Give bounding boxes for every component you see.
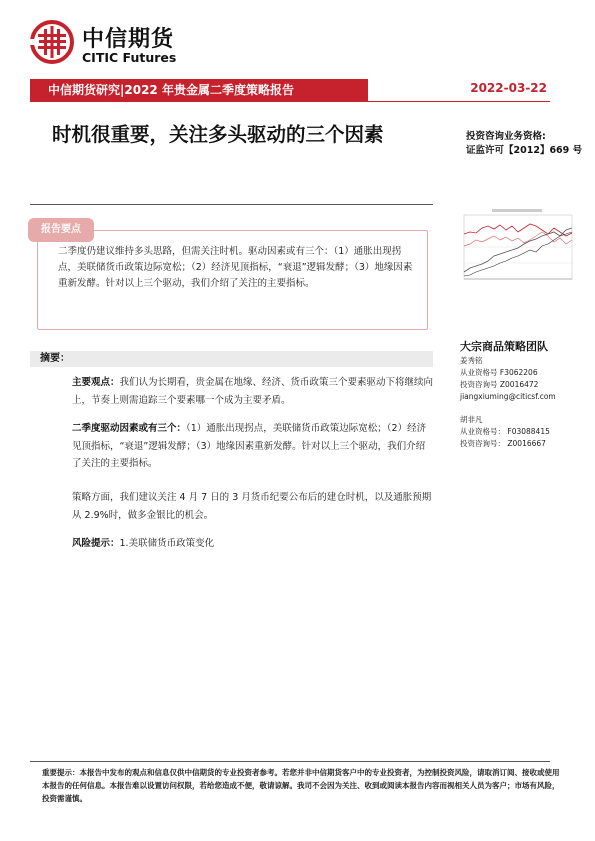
main-view-label: 主要观点：	[72, 377, 120, 388]
title-divider	[30, 204, 433, 205]
risk-text: 1.美联储货币政策变化	[119, 538, 215, 549]
strategy-paragraph: 策略方面，我们建议关注 4 月 7 日的 3 月货币纪要公布后的建仓时机，以及通胀预期从 2.9%时，做多金银比的机会。	[72, 492, 432, 521]
header-divider	[30, 101, 550, 102]
analyst-advisory-cert: 投资咨询号 Z0016472	[460, 380, 539, 389]
cover-chart-thumbnail	[452, 206, 576, 290]
report-date: 2022-03-22	[470, 81, 547, 95]
drivers-paragraph	[72, 420, 434, 473]
drivers-text: （1）通胀出现拐点，美联储货币政策边际宽松；（2）经济见顶指标，“衰退”逻辑发酵；（3）地缘因素重新发酵。针对以上三个驱动，我们介绍了关注的主要指标。	[72, 423, 427, 469]
report-title: 时机很重要，关注多头驱动的三个因素	[52, 123, 384, 146]
disclaimer-text: 重要提示：本报告中发布的观点和信息仅供中信期货的专业投资者参考。若您并非中信期货客户中的专业投资者，为控制投资风险，请取消订阅、接收或使用本报告的任何信息。本报告难以设置访问权限，若给您造成不便，敬请谅解。我司不会因为关注、收到或阅读本报告内容而视相关人员为客户；市场有风险，投资需谨慎。	[42, 768, 560, 803]
citic-futures-logo	[30, 20, 190, 70]
team-title: 大宗商品策略团队	[460, 340, 548, 353]
report-series-banner: 中信期货研究|2022 年贵金属二季度策略报告	[30, 79, 368, 101]
risk-label: 风险提示：	[72, 538, 120, 549]
main-view-text: 我们认为长期看，贵金属在地缘、经济、货币政策三个要素驱动下将继续向上，节奏上则需追踪三个要素哪一个成为主要矛盾。	[72, 377, 434, 406]
main-view-paragraph	[72, 374, 434, 409]
key-points-text: 二季度仍建议维持多头思路，但需关注时机。驱动因素或有三个：（1）通胀出现拐点，美联储货币政策边际宽松；（2）经济见顶指标，“衰退”逻辑发酵；（3）地缘因素重新发酵。针对以上三个驱动，我们介绍了关注的主要指标。	[58, 246, 413, 289]
analyst-advisory-cert: 投资咨询号： Z0016667	[460, 439, 546, 448]
analyst-card	[460, 414, 550, 450]
qualification-info	[466, 130, 582, 158]
citic-logo-icon	[30, 20, 74, 64]
qualification-line-2: 证监许可【2012】669 号	[466, 145, 583, 156]
analyst-cert: 从业资格号： F03088415	[460, 427, 550, 436]
abstract-label: 摘要：	[40, 353, 70, 364]
analyst-name: 姜秀铭	[460, 356, 483, 365]
analyst-name: 胡非凡	[460, 415, 483, 424]
footer-divider	[30, 761, 550, 762]
analyst-email: jiangxiuming@citicsf.com	[460, 392, 556, 401]
brand-name-cn: 中信期货	[82, 27, 175, 52]
risk-paragraph	[72, 535, 434, 553]
brand-name-en: CITIC Futures	[82, 50, 177, 65]
abstract-header-bar	[30, 351, 433, 367]
analyst-cert: 从业资格号 F3062206	[460, 368, 538, 377]
qualification-line-1: 投资咨询业务资格:	[466, 131, 546, 142]
drivers-label: 二季度驱动因素或有三个：	[72, 423, 187, 434]
key-points-tab: 报告要点	[28, 218, 94, 242]
analyst-card	[460, 355, 556, 403]
